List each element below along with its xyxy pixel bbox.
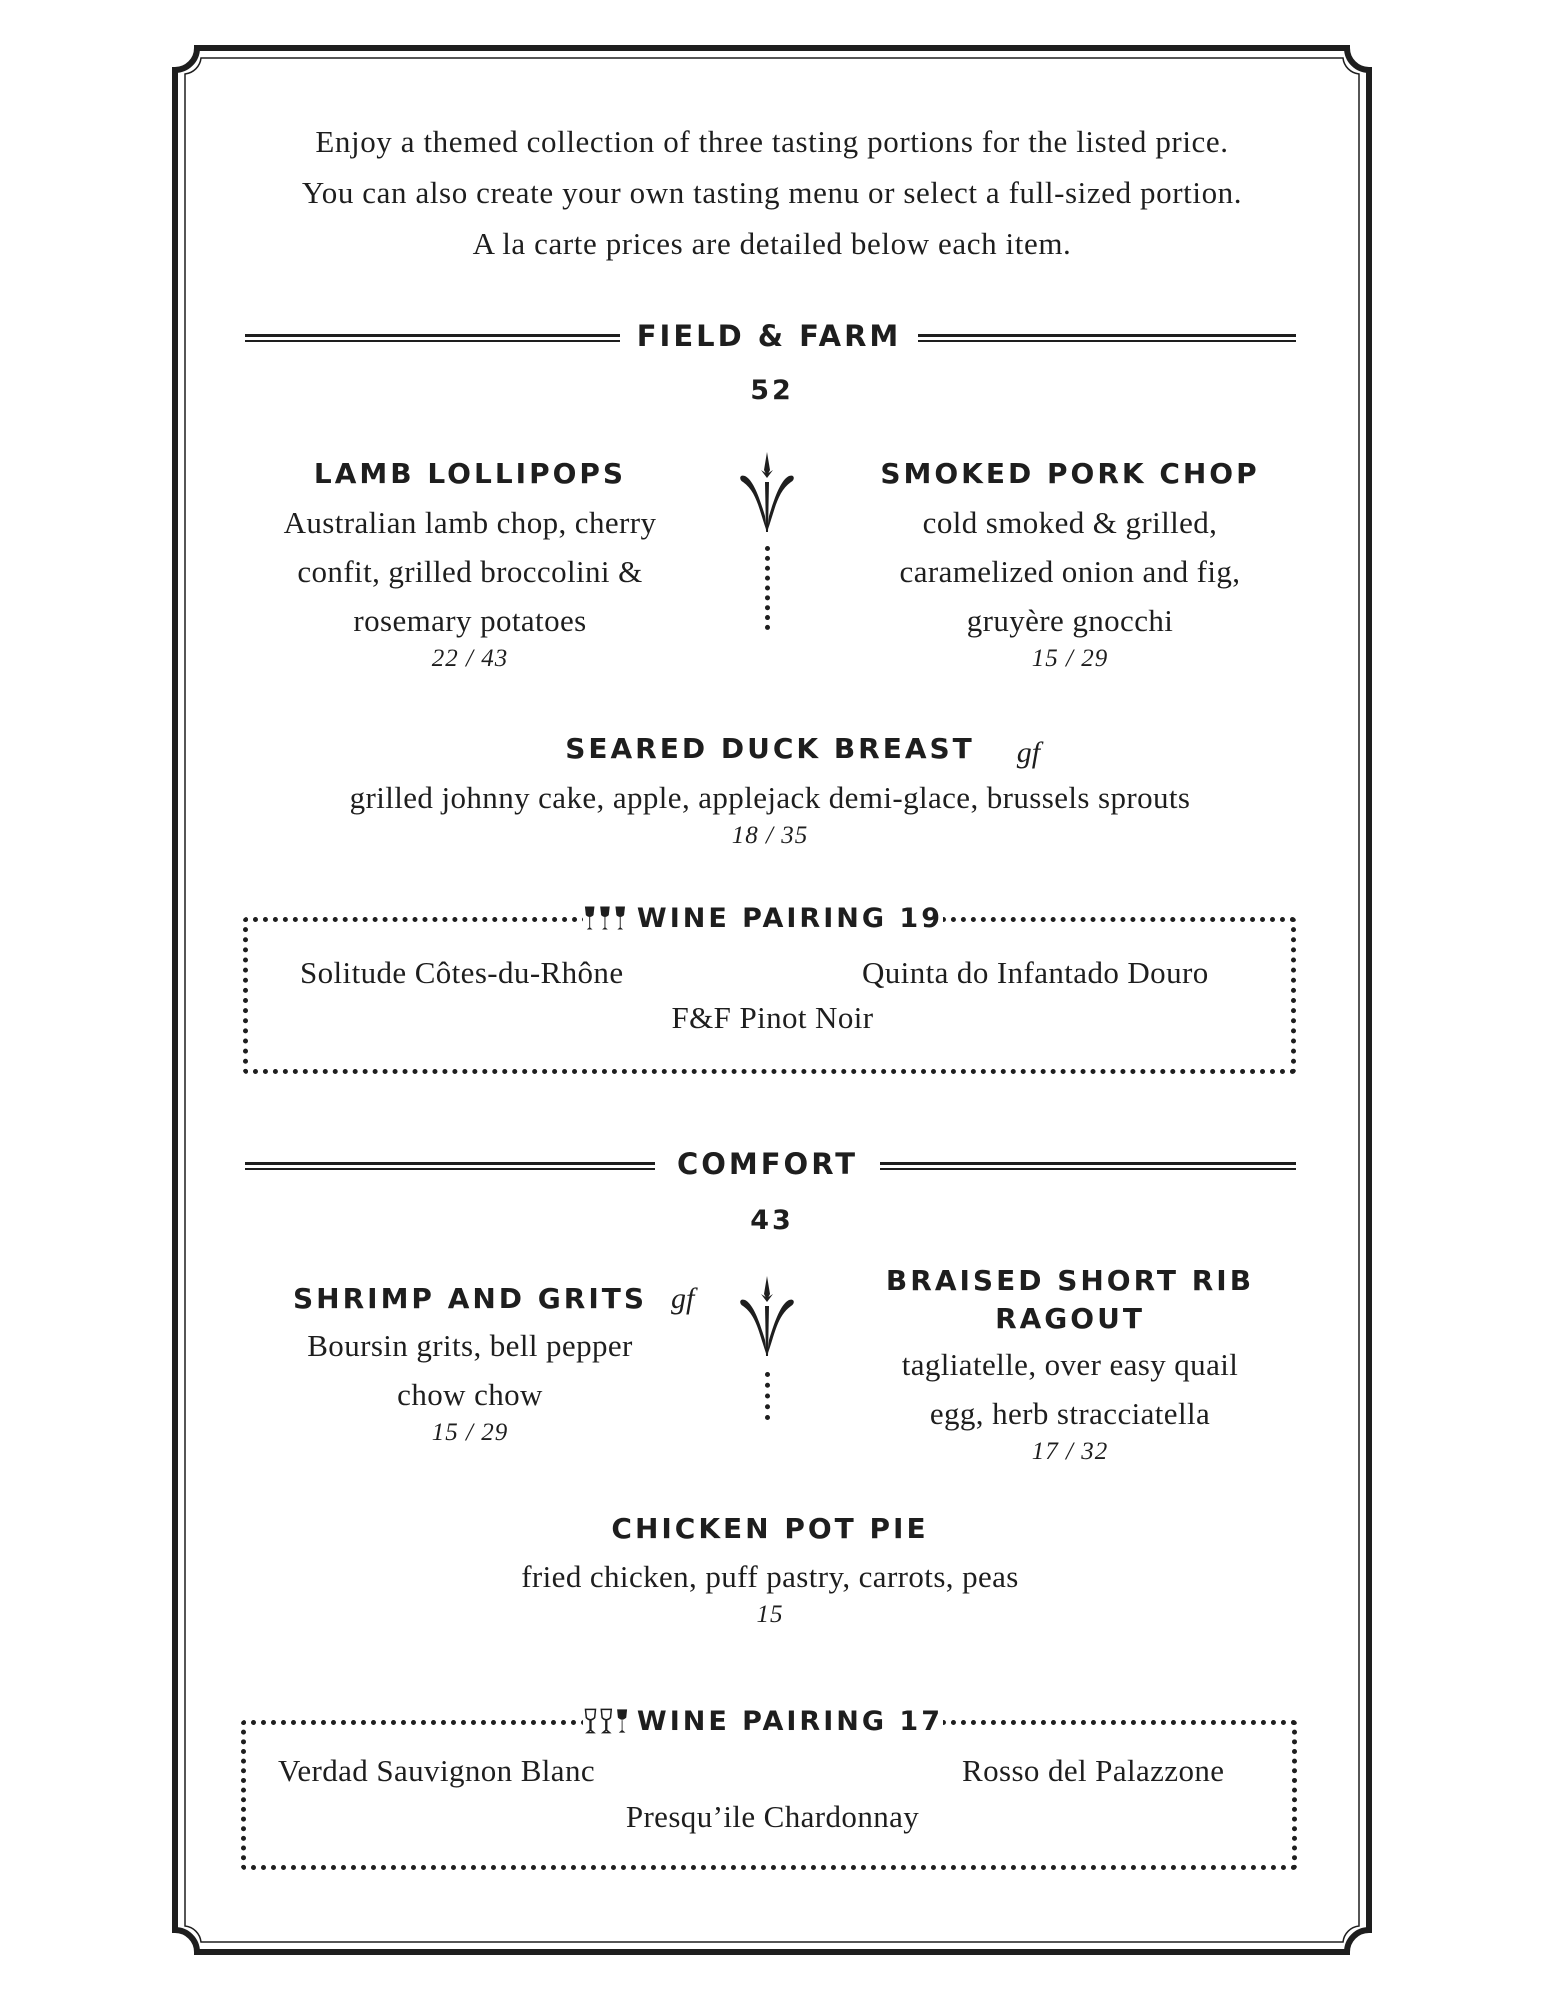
dish-description: fried chicken, puff pastry, carrots, peas: [521, 1559, 1019, 1594]
dish-title: CHICKEN POT PIE: [611, 1512, 929, 1545]
wine-pairing-box: [241, 1720, 1297, 1870]
dish-price: 18 / 35: [731, 822, 809, 849]
intro-line: A la carte prices are detailed below each item.: [472, 226, 1072, 261]
dish-price: 15 / 29: [1031, 645, 1109, 672]
dotted-divider: [765, 546, 770, 630]
desc-line: egg, herb stracciatella: [929, 1396, 1211, 1431]
wine-pairing-heading: [583, 1703, 943, 1739]
section-rule-left: [245, 1162, 655, 1170]
desc-line: chow chow: [397, 1377, 543, 1412]
wine-glasses-icon: [583, 1705, 633, 1737]
section-title: FIELD & FARM: [636, 319, 902, 353]
dotted-divider: [765, 1372, 770, 1420]
dish-price: 17 / 32: [1031, 1438, 1109, 1465]
fleur-divider-icon: [737, 1276, 797, 1358]
dish-smoked-pork-chop: [830, 455, 1310, 673]
dish-braised-short-rib-ragout: [830, 1262, 1310, 1466]
wine-glasses-icon: [583, 904, 627, 932]
desc-line: confit, grilled broccolini &: [297, 554, 643, 589]
dish-price: 15 / 29: [431, 1419, 509, 1446]
section-rule-right: [918, 334, 1296, 342]
wine-item: Rosso del Palazzone: [962, 1753, 1225, 1788]
wine-item: Solitude Côtes-du-Rhône: [300, 955, 624, 990]
wine-item: Presqu’ile Chardonnay: [625, 1799, 920, 1834]
dish-title: SEARED DUCK BREAST: [565, 732, 975, 765]
wine-item: F&F Pinot Noir: [671, 1000, 874, 1035]
dish-description: [830, 498, 1310, 645]
title-line: RAGOUT: [995, 1302, 1145, 1335]
section-rule-right: [880, 1162, 1296, 1170]
title-line: BRAISED SHORT RIB: [885, 1264, 1255, 1297]
desc-line: Australian lamb chop, cherry: [283, 505, 657, 540]
desc-line: tagliatelle, over easy quail: [901, 1347, 1239, 1382]
dish-chicken-pot-pie: [245, 1510, 1295, 1629]
section-rule-left: [245, 334, 620, 342]
dish-title: [830, 1262, 1310, 1338]
wine-pairing-title: WINE PAIRING 19: [636, 902, 943, 934]
intro-text: [200, 116, 1344, 269]
dish-title: LAMB LOLLIPOPS: [313, 457, 627, 490]
intro-line: Enjoy a themed collection of three tasting portions for the listed price.: [315, 124, 1229, 159]
gluten-free-tag: gf: [1016, 736, 1041, 769]
intro-line: You can also create your own tasting menu or select a full-sized portion.: [301, 175, 1243, 210]
wine-pairing-title: WINE PAIRING 17: [636, 1705, 943, 1737]
fleur-divider-icon: [737, 452, 797, 534]
dish-description: grilled johnny cake, apple, applejack demi-glace, brussels sprouts: [349, 780, 1191, 815]
dish-description: [830, 1340, 1310, 1438]
section-title: COMFORT: [676, 1147, 859, 1181]
desc-line: Boursin grits, bell pepper: [307, 1328, 633, 1363]
desc-line: gruyère gnocchi: [966, 603, 1174, 638]
section-price: 43: [750, 1205, 794, 1236]
dish-title: SHRIMP AND GRITS: [292, 1282, 648, 1315]
desc-line: cold smoked & grilled,: [922, 505, 1218, 540]
dish-price: 15: [756, 1601, 784, 1628]
dish-price: 22 / 43: [431, 645, 509, 672]
wine-pairing-heading: [583, 900, 943, 936]
gluten-free-tag: gf: [671, 1282, 695, 1315]
desc-line: rosemary potatoes: [353, 603, 587, 638]
desc-line: caramelized onion and fig,: [899, 554, 1241, 589]
dish-shrimp-and-grits: [230, 1280, 710, 1447]
dish-seared-duck-breast: [245, 730, 1295, 850]
dish-description: [230, 498, 710, 645]
wine-pairing-box: [243, 917, 1296, 1074]
wine-item: Verdad Sauvignon Blanc: [278, 1753, 596, 1788]
section-price: 52: [750, 375, 794, 406]
dish-lamb-lollipops: [230, 455, 710, 673]
dish-description: [230, 1321, 710, 1419]
dish-title: SMOKED PORK CHOP: [880, 457, 1260, 490]
wine-item: Quinta do Infantado Douro: [862, 955, 1209, 990]
